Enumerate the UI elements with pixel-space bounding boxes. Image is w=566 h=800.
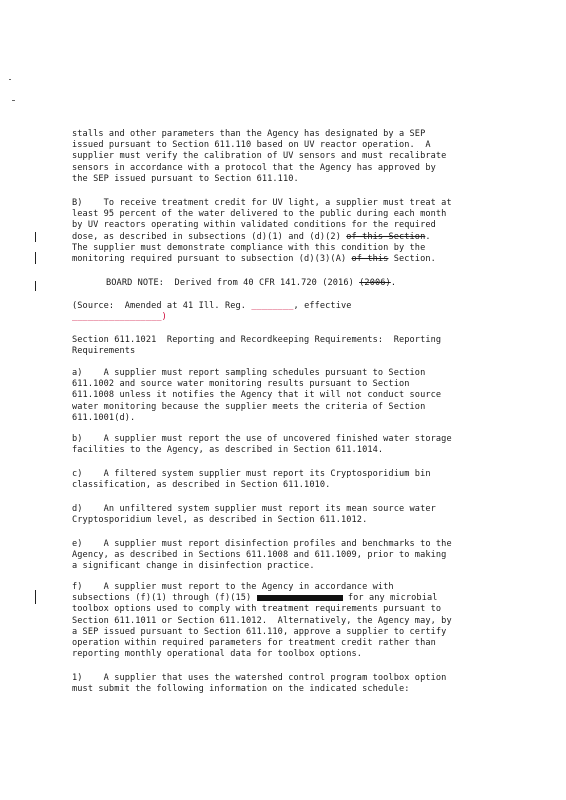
- subsection-b: b) A supplier must report the use of uncovered finished water storage facilities to the Agency, as described in Section 611.1014.: [72, 434, 452, 456]
- subsection-d: d) An unfiltered system supplier must report its mean source water Cryptosporidium level, as described in Section 611.1012.: [72, 504, 436, 526]
- source-note: [72, 301, 512, 312]
- text-run: f) A supplier must report to the Agency in accordance with subsections (f)(1) through (f)(15): [72, 582, 394, 604]
- struck-text: of this: [351, 254, 389, 265]
- subsection-f: [72, 582, 512, 660]
- change-bar: [35, 281, 36, 291]
- change-bar: [35, 590, 36, 604]
- board-note: [106, 278, 546, 289]
- subsection-c: c) A filtered system supplier must report its Cryptosporidium bin classification, as described in Section 611.1010.: [72, 469, 431, 491]
- text-run: (Source: Amended at 41 Ill. Reg.: [72, 301, 252, 311]
- struck-text: (2006): [359, 278, 391, 288]
- text-run: B) To receive treatment credit for UV light, a supplier must treat at least 95 percent of the water delivered to the public during each month by UV reactors operating within validated conditions for the required dose, as described in subsections (d)(1) and (d)(2): [72, 198, 452, 242]
- text-run: .: [390, 278, 397, 288]
- text-run: , effective: [293, 301, 352, 311]
- subsection-f1: 1) A supplier that uses the watershed control program toolbox option must submit the following information on the indicated schedule:: [72, 673, 447, 695]
- text-run: Section.: [388, 254, 436, 265]
- subsection-e: e) A supplier must report disinfection profiles and benchmarks to the Agency, as described in Sections 611.1008 and 611.1009, prior to making a significant change in disinfection practice.: [72, 539, 452, 572]
- change-bar: [35, 252, 36, 264]
- text-run: for any microbial toolbox options used to comply with treatment requirements pursuant to Section 611.1011 or Section 611.1012. Alternatively, the Agency may, by a SEP issued pursuant to Section 611.110, approve a supplier to certify operation within required parameters for treatment credit rather than reporting monthly operational data for toolbox options.: [72, 593, 452, 660]
- source-effective-blank: _________________): [72, 312, 167, 322]
- scan-speck: [12, 100, 15, 101]
- redacted-date: ________: [251, 301, 294, 311]
- paragraph-uv-calibration: stalls and other parameters than the Agency has designated by a SEP issued pursuant to Section 611.110 based on UV reactor operation. A supplier must verify the calibration of UV sensors and must recalibrate sensors in accordance with a protocol that the Agency has approved by the SEP issued pursuant to Section 611.110.: [72, 129, 447, 184]
- paragraph-uv-treatment-credit: [72, 198, 512, 265]
- text-run: BOARD NOTE: Derived from 40 CFR 141.720 (2016): [106, 278, 360, 288]
- text-run: . The supplier must demonstrate compliance with this condition by the monitoring required pursuant to subsection (d)(3)(A): [72, 231, 431, 265]
- section-title: Section 611.1021 Reporting and Recordkeeping Requirements: Reporting Requirements: [72, 335, 442, 357]
- scan-speck: [9, 79, 11, 80]
- subsection-a: a) A supplier must report sampling schedules pursuant to Section 611.1002 and source water monitoring results pursuant to Section 611.1008 unless it notifies the Agency that it will not conduct source water monitoring because the supplier meets the criteria of Section 611.1001(d).: [72, 368, 442, 423]
- change-bar: [35, 232, 36, 242]
- struck-text: of this Section: [346, 231, 426, 242]
- redaction-bar: [257, 595, 343, 601]
